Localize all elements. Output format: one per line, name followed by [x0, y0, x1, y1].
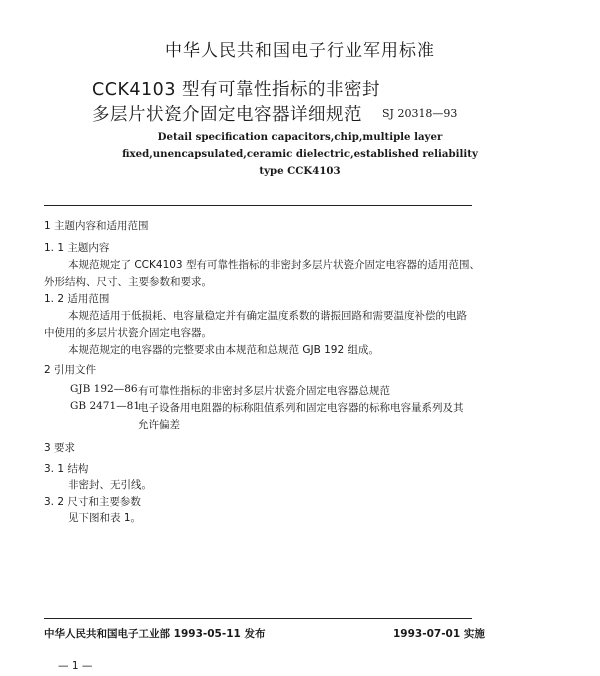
- ref-2-title: 电子设备用电阻器的标称阻值系列和固定电容器的标称电容量系列及其: [138, 402, 464, 414]
- ref-1-title: 有可靠性指标的非密封多层片状瓷介固定电容器总规范: [138, 385, 390, 397]
- page-number: — 1 —: [58, 660, 93, 672]
- section-3-heading: 3 要求: [44, 442, 76, 454]
- title-en-line2: fixed,unencapsulated,ceramic dielectric,established reliability: [122, 148, 478, 160]
- standard-number: SJ 20318—93: [382, 107, 458, 120]
- section-1-2-heading: 1. 2 适用范围: [44, 293, 110, 305]
- footer-divider: [44, 618, 472, 619]
- section-1-2-para-line2: 中使用的多层片状瓷介固定电容器。: [44, 327, 212, 339]
- title-en-line3: type CCK4103: [259, 165, 341, 177]
- standard-category-heading: 中华人民共和国电子行业军用标准: [165, 41, 435, 61]
- section-1-1-heading: 1. 1 主题内容: [44, 242, 110, 254]
- effective-date: 1993-07-01 实施: [393, 628, 485, 640]
- section-1-2-para-line3: 本规范规定的电容器的完整要求由本规范和总规范 GJB 192 组成。: [68, 344, 379, 356]
- section-1-1-para-line2: 外形结构、尺寸、主要参数和要求。: [44, 276, 212, 288]
- section-1-1-para-line1: 本规范规定了 CCK4103 型有可靠性指标的非密封多层片状瓷介固定电容器的适用范围、: [68, 259, 480, 271]
- section-3-2-heading: 3. 2 尺寸和主要参数: [44, 496, 141, 508]
- section-3-1-heading: 3. 1 结构: [44, 463, 89, 475]
- ref-1-code: GJB 192—86: [70, 383, 138, 395]
- title-cn-line2: 多层片状瓷介固定电容器详细规范: [92, 105, 362, 125]
- section-3-2-para: 见下图和表 1。: [68, 512, 142, 524]
- ref-2-title-cont: 允许偏差: [138, 419, 180, 431]
- issue-statement: 中华人民共和国电子工业部 1993-05-11 发布: [44, 628, 266, 640]
- section-1-heading: 1 主题内容和适用范围: [44, 220, 149, 232]
- title-cn-line1: CCK4103 型有可靠性指标的非密封: [92, 80, 381, 100]
- title-en-line1: Detail specification capacitors,chip,multiple layer: [157, 131, 443, 143]
- header-divider: [44, 205, 472, 206]
- ref-2-code: GB 2471—81: [70, 400, 141, 412]
- section-2-heading: 2 引用文件: [44, 364, 97, 376]
- section-3-1-para: 非密封、无引线。: [68, 479, 152, 491]
- section-1-2-para-line1: 本规范适用于低损耗、电容量稳定并有确定温度系数的谐振回路和需要温度补偿的电路: [68, 310, 467, 322]
